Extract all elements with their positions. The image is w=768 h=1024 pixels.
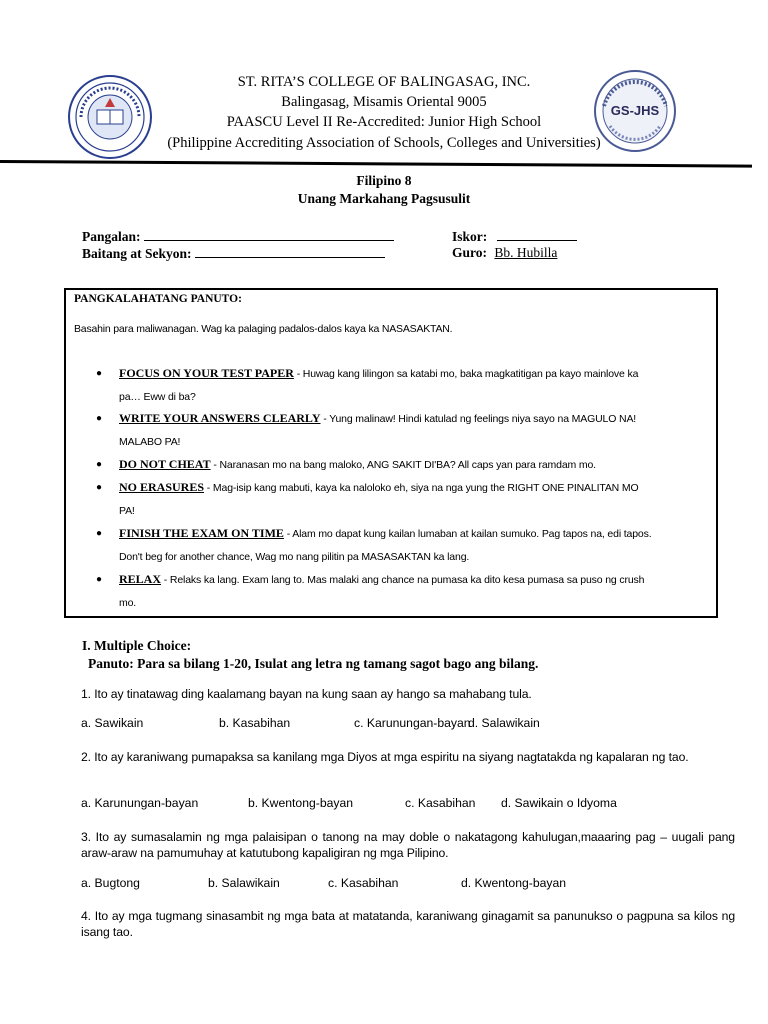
rule-text: - Mag-isip kang mabuti, kaya ka naloloko eh, siya na nga yung the RIGHT ONE PINALITAN MO: [204, 482, 639, 494]
teacher-field: [452, 244, 557, 262]
choice-c: c. Kasabihan: [328, 876, 399, 890]
choice-c: c. Karunungan-bayan: [354, 716, 471, 730]
rule-item: [96, 476, 706, 523]
teacher-label: Guro:: [452, 245, 488, 260]
choice-d: d. Sawikain o Idyoma: [501, 796, 617, 810]
rule-text-cont: mo.: [119, 597, 137, 609]
section-directions: Panuto: Para sa bilang 1-20, Isulat ang letra ng tamang sagot bago ang bilang.: [88, 656, 539, 671]
rule-text-cont: PA!: [119, 505, 135, 517]
bullet-icon: ●: [96, 459, 102, 470]
rule-keyword: WRITE YOUR ANSWERS CLEARLY: [119, 411, 321, 425]
rule-keyword: RELAX: [119, 572, 162, 586]
bullet-icon: ●: [96, 482, 102, 493]
choice-d: d. Kwentong-bayan: [461, 876, 567, 890]
rule-keyword: NO ERASURES: [119, 480, 205, 494]
rule-item: [96, 568, 706, 615]
gs-jhs-logo-text: GS-JHS: [610, 103, 660, 118]
choice-c: c. Kasabihan: [405, 796, 476, 810]
rule-keyword: DO NOT CHEAT: [119, 457, 211, 471]
choice-b: b. Salawikain: [208, 876, 280, 890]
teacher-name: Bb. Hubilla: [494, 245, 558, 260]
rule-text-cont: Don't beg for another chance, Wag mo nang pilitin pa MASASAKTAN ka lang.: [119, 551, 470, 563]
choice-a: a. Bugtong: [81, 876, 140, 890]
choice-a: a. Sawikain: [81, 716, 144, 730]
instructions-intro: Basahin para maliwanagan. Wag ka palaging padalos-dalos kaya ka NASASAKTAN.: [74, 323, 453, 335]
rule-item: [96, 453, 706, 477]
rule-item: [96, 362, 706, 409]
bullet-icon: ●: [96, 528, 102, 539]
bullet-icon: ●: [96, 368, 102, 379]
question-2: 2. Ito ay karaniwang pumapaksa sa kanilang mga Diyos at mga espiritu na siyang nagtatakda ng kapalaran ng tao.: [81, 750, 689, 764]
school-address: Balingasag, Misamis Oriental 9005: [281, 94, 487, 110]
rule-keyword: FINISH THE EXAM ON TIME: [119, 526, 284, 540]
rule-text: - Huwag kang lilingon sa katabi mo, baka magkatitigan pa kayo mainlove ka: [293, 368, 639, 380]
name-label: Pangalan:: [82, 229, 141, 244]
rule-text: - Yung malinaw! Hindi katulad ng feelings niya sayo na MAGULO NA!: [320, 413, 637, 425]
question-3: 3. Ito ay sumasalamin ng mga palaisipan o tanong na may doble o nakatagong kahulugan,maaaring pag – uugali pang araw-araw na pamumuhay at katutubong kapaligiran ng mga Pilipino.: [81, 830, 735, 860]
choice-d: d. Salawikain: [468, 716, 540, 730]
question-1: 1. Ito ay tinatawag ding kaalamang bayan na kung saan ay hango sa mahabang tula.: [81, 687, 532, 701]
section-blank[interactable]: [195, 244, 385, 258]
accreditor-line: (Philippine Accrediting Association of Schools, Colleges and Universities): [167, 135, 601, 151]
rule-text: - Alam mo dapat kung kailan lumaban at kailan sumuko. Pag tapos na, edi tapos.: [283, 528, 652, 540]
rule-text-cont: pa… Eww di ba?: [119, 391, 196, 403]
choices-2: [0, 796, 768, 812]
rule-item: [96, 407, 706, 454]
section-field[interactable]: [82, 244, 385, 263]
choice-b: b. Kwentong-bayan: [248, 796, 354, 810]
accreditation-line: PAASCU Level II Re-Accredited: Junior High School: [226, 114, 542, 130]
choice-a: a. Karunungan-bayan: [81, 796, 199, 810]
rule-item: [96, 522, 706, 569]
section-label: Baitang at Sekyon:: [82, 246, 192, 261]
instructions-title: PANGKALAHATANG PANUTO:: [74, 293, 242, 305]
rule-text: - Naranasan mo na bang maloko, ANG SAKIT DI'BA? All caps yan para ramdam mo.: [210, 459, 596, 471]
rule-keyword: FOCUS ON YOUR TEST PAPER: [119, 366, 294, 380]
exam-subject: Filipino 8: [356, 173, 412, 188]
bullet-icon: ●: [96, 413, 102, 424]
header-divider: [0, 160, 752, 168]
rule-text-cont: MALABO PA!: [119, 436, 181, 448]
choices-1: [0, 716, 768, 732]
section-title: I. Multiple Choice:: [82, 638, 192, 653]
bullet-icon: ●: [96, 574, 102, 585]
question-4: 4. Ito ay mga tugmang sinasambit ng mga bata at matatanda, karaniwang ginagamit sa panunukso o pagpuna sa kilos ng isang tao.: [81, 909, 735, 939]
name-blank[interactable]: [144, 227, 394, 241]
exam-title: Unang Markahang Pagsusulit: [297, 191, 471, 206]
school-name: ST. RITA’S COLLEGE OF BALINGASAG, INC.: [237, 74, 531, 90]
score-blank[interactable]: [497, 227, 577, 241]
rule-text: - Relaks ka lang. Exam lang to. Mas malaki ang chance na pumasa ka dito kesa pumasa sa puso ng crush: [161, 574, 645, 586]
score-label: Iskor:: [452, 229, 488, 244]
choice-b: b. Kasabihan: [219, 716, 291, 730]
choices-3: [0, 876, 768, 892]
